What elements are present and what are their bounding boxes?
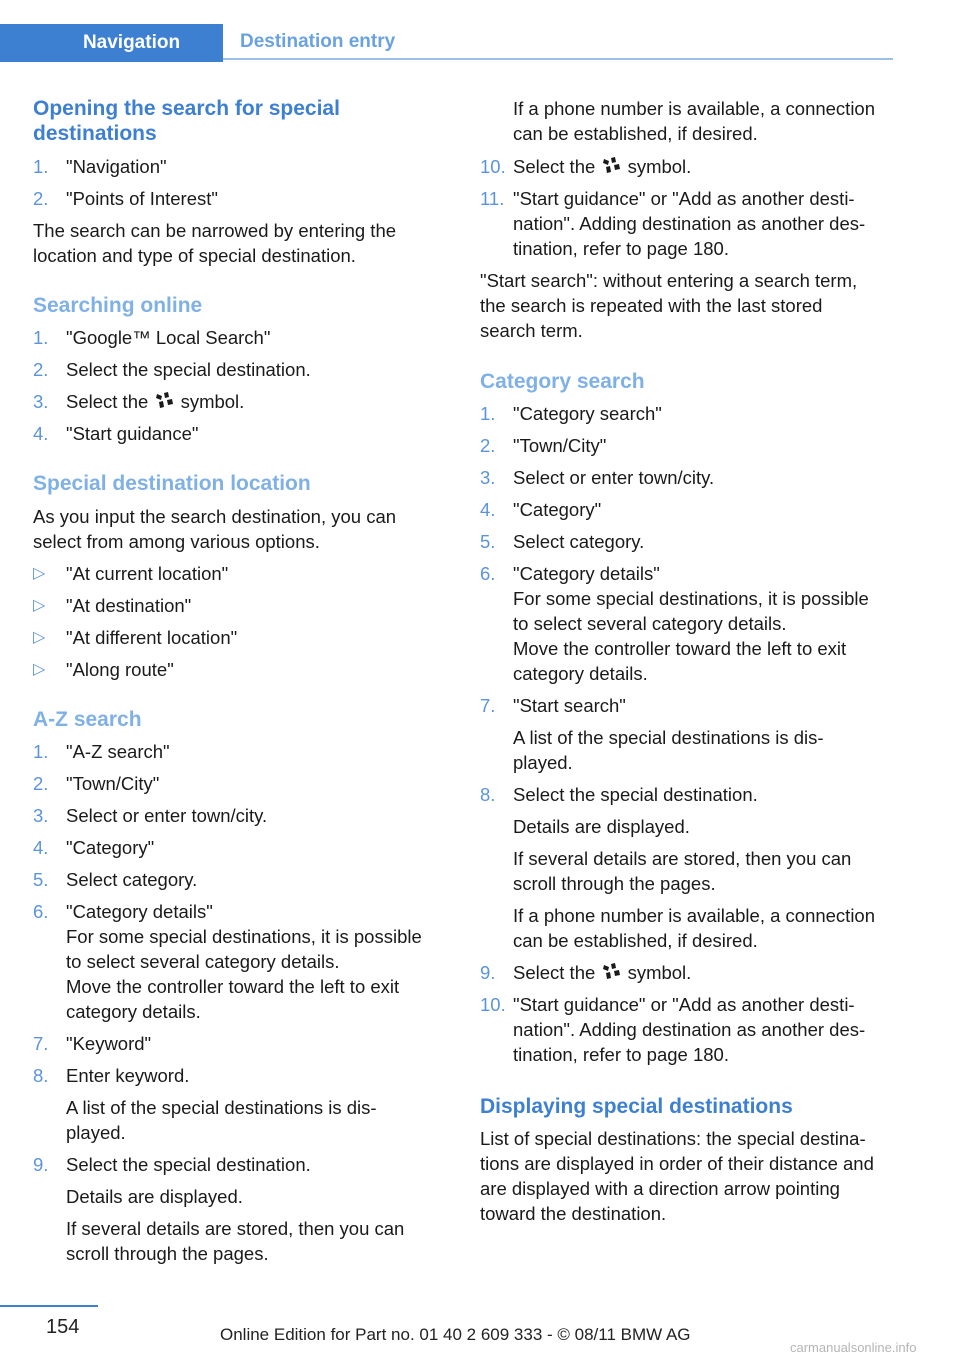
list-item: 9. Select the special destination. Details are displayed. If several details are stored, then you can scroll through the pages. (33, 1154, 405, 1264)
bullet-triangle-icon: ▷ (33, 565, 46, 582)
heading-displaying-special-destinations: Displaying special destinations (480, 1095, 793, 1118)
list-item: ▷ "At current location" (33, 563, 229, 584)
list-item: 1. "Navigation" (33, 156, 167, 177)
list-item: 6. "Category details" For some special destinations, it is possible to select several category details. Move the controller toward the left to exit category details. (480, 563, 869, 684)
list-item: 10. Select the symbol. (480, 156, 692, 177)
list-item: 7. "Start search" A list of the special destinations is dis- played. (480, 695, 824, 773)
page-number: 154 (46, 1316, 80, 1338)
list-item-continued: If a phone number is available, a connection can be established, if desired. (513, 98, 876, 144)
section-tab-destination-entry: Destination entry (223, 24, 893, 60)
list-item: 9. Select the symbol. (480, 962, 692, 983)
list-item: 5. Select category. (480, 531, 645, 552)
heading-a-z-search: A-Z search (33, 708, 142, 731)
watermark: carmanualsonline.info (790, 1340, 917, 1355)
list-item: 1. "Category search" (480, 403, 662, 424)
paragraph: List of special destinations: the special destina- tions are displayed in order of their distance and are displayed with a direction arrow pointing toward the destination. (480, 1128, 874, 1224)
list-item: 1. "Google™ Local Search" (33, 327, 271, 348)
navigation-symbol-icon (600, 156, 622, 176)
list-item: ▷ "At different location" (33, 627, 238, 648)
list-item: 2. "Town/City" (480, 435, 607, 456)
footer-edition: Online Edition for Part no. 01 40 2 609 333 - © 08/11 BMW AG (220, 1325, 691, 1344)
list-item: 1. "A-Z search" (33, 741, 170, 762)
navigation-symbol-icon (600, 962, 622, 982)
heading-category-search: Category search (480, 370, 645, 393)
list-item: 3. Select or enter town/city. (480, 467, 715, 488)
list-item: 2. "Points of Interest" (33, 188, 218, 209)
bullet-triangle-icon: ▷ (33, 597, 46, 614)
list-item: 3. Select or enter town/city. (33, 805, 268, 826)
chapter-tab-navigation: Navigation (0, 24, 223, 62)
list-item: 5. Select category. (33, 869, 198, 890)
list-item: 4. "Category" (480, 499, 602, 520)
list-item: ▷ "At destination" (33, 595, 192, 616)
list-item: 8. Enter keyword. A list of the special destinations is dis- played. (33, 1065, 377, 1143)
list-item: 10. "Start guidance" or "Add as another desti- nation". Adding destination as another des- tination, refer to page 180. (480, 994, 866, 1065)
list-item: 2. Select the special destination. (33, 359, 311, 380)
list-item: 7. "Keyword" (33, 1033, 152, 1054)
paragraph: The search can be narrowed by entering the location and type of special destination. (33, 220, 397, 266)
paragraph: "Start search": without entering a search term, the search is repeated with the last stored search term. (480, 270, 858, 341)
page-header (0, 0, 960, 62)
heading-opening-search: Opening the search for special destinations (33, 97, 340, 145)
list-item: 2. "Town/City" (33, 773, 160, 794)
bullet-triangle-icon: ▷ (33, 629, 46, 646)
list-item: ▷ "Along route" (33, 659, 174, 680)
list-item: 6. "Category details" For some special destinations, it is possible to select several category details. Move the controller toward the left to exit category details. (33, 901, 422, 1022)
list-item: 4. "Start guidance" (33, 423, 199, 444)
navigation-symbol-icon (153, 391, 175, 411)
list-item: 4. "Category" (33, 837, 155, 858)
footer-rule (0, 1305, 98, 1307)
bullet-triangle-icon: ▷ (33, 661, 46, 678)
heading-searching-online: Searching online (33, 294, 203, 317)
heading-special-destination-location: Special destination location (33, 472, 311, 495)
paragraph: As you input the search destination, you can select from among various options. (33, 506, 397, 552)
list-item: 11. "Start guidance" or "Add as another desti- nation". Adding destination as another des- tination, refer to page 180. (480, 188, 866, 259)
list-item: 3. Select the symbol. (33, 391, 245, 412)
list-item: 8. Select the special destination. Details are displayed. If several details are stored, then you can scroll through the pages. If a phone number is available, a connection can be established, if desired. (480, 784, 876, 951)
